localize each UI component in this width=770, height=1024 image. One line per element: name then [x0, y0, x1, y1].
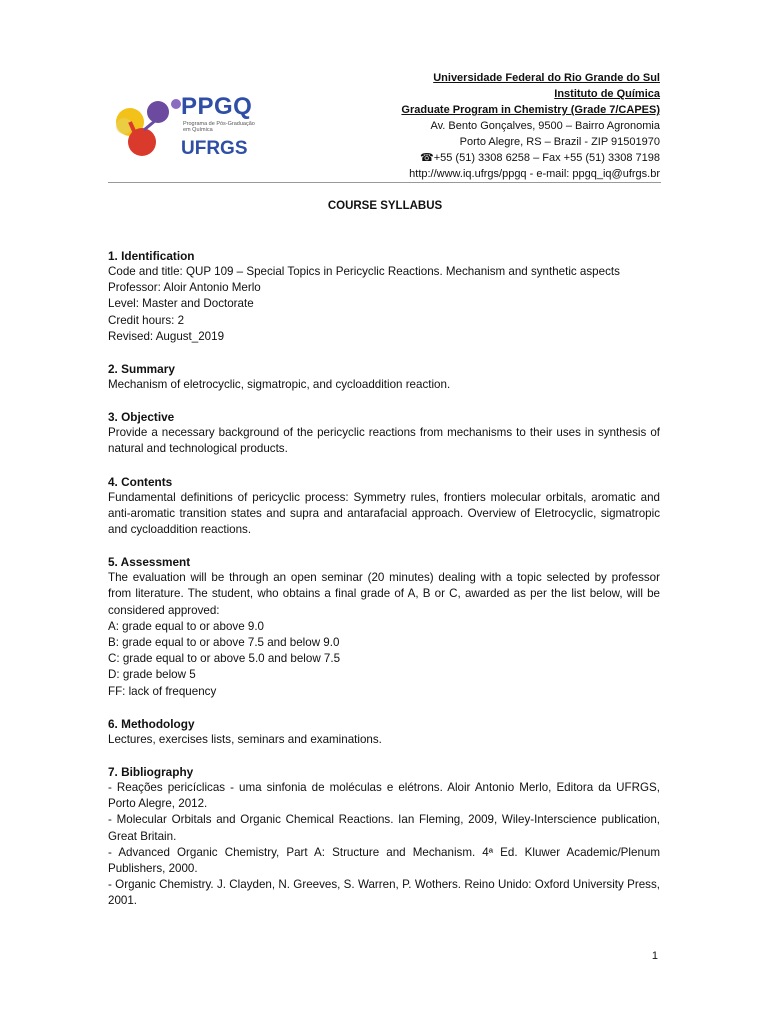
logo-university: UFRGS	[181, 138, 248, 159]
section-bibliography	[108, 764, 660, 910]
section-contents	[108, 474, 660, 539]
web-line: http://www.iq.ufrgs/ppgq - e-mail: ppgq_iq@ufrgs.br	[409, 168, 660, 180]
grade-item: D: grade below 5	[108, 668, 196, 682]
section-identification	[108, 248, 660, 345]
document-title: COURSE SYLLABUS	[327, 200, 443, 212]
section-assessment	[108, 554, 660, 700]
section-heading: 1. Identification	[108, 249, 195, 263]
header-divider	[108, 182, 661, 183]
code-and-title: Code and title: QUP 109 – Special Topics in Pericyclic Reactions. Mechanism and synthetic aspects	[108, 265, 620, 278]
methodology-text: Lectures, exercises lists, seminars and examinations.	[108, 732, 382, 746]
university-name: Universidade Federal do Rio Grande do Sul	[433, 72, 660, 84]
credit-hours: Credit hours: 2	[108, 313, 185, 327]
phone-text: +55 (51) 3308 6258 – Fax +55 (51) 3308 7198	[433, 152, 660, 164]
section-summary	[108, 361, 660, 393]
telephone-icon: ☎	[420, 152, 434, 164]
grade-item: FF: lack of frequency	[108, 684, 217, 698]
address-line-2: Porto Alegre, RS – Brazil - ZIP 91501970	[459, 136, 660, 148]
level: Level: Master and Doctorate	[108, 297, 254, 311]
section-heading: 3. Objective	[108, 410, 175, 425]
bibliography-item: - Organic Chemistry. J. Clayden, N. Greeves, S. Warren, P. Wothers. Reino Unido: Oxford University Press, 2001.	[108, 878, 660, 908]
program-name: Graduate Program in Chemistry (Grade 7/CAPES)	[401, 104, 660, 116]
institute-name: Instituto de Química	[554, 88, 660, 100]
section-heading: 2. Summary	[108, 362, 175, 377]
grade-item: C: grade equal to or above 5.0 and below 7.5	[108, 652, 341, 666]
bibliography-item: - Molecular Orbitals and Organic Chemical Reactions. Ian Fleming, 2009, Wiley-Interscience publication, Great Britain.	[108, 813, 660, 843]
summary-text: Mechanism of eletrocyclic, sigmatropic, and cycloaddition reaction.	[108, 378, 451, 392]
contents-text: Fundamental definitions of pericyclic process: Symmetry rules, frontiers molecular orbitals, aromatic and anti-aromatic transition states and supra and antarafacial approach. Overview of Eletrocyclic, sigmatropic and cycloaddition reactions.	[108, 490, 660, 537]
section-objective	[108, 409, 660, 457]
address-line-1: Av. Bento Gonçalves, 9500 – Bairro Agronomia	[430, 120, 660, 132]
institution-block	[401, 70, 660, 182]
bibliography-item: - Advanced Organic Chemistry, Part A: Structure and Mechanism. 4ª Ed. Kluwer Academic/Plenum Publishers, 2000.	[108, 845, 660, 876]
grade-item: B: grade equal to or above 7.5 and below 9.0	[108, 636, 340, 650]
professor: Professor: Aloir Antonio Merlo	[108, 281, 261, 295]
revised: Revised: August_2019	[108, 329, 225, 343]
page-number: 1	[651, 950, 658, 962]
objective-text: Provide a necessary background of the pericyclic reactions from mechanisms to their uses in synthesis of natural and technological products.	[108, 426, 660, 456]
logo-subtitle: Programa de Pós-Graduação em Química	[183, 121, 255, 133]
assessment-text: The evaluation will be through an open seminar (20 minutes) dealing with a topic selected by professor from literature. The student, who obtains a final grade of A, B or C, awarded as per the list below, will be considered approved:	[108, 571, 660, 617]
section-heading: 7. Bibliography	[108, 765, 194, 780]
section-methodology	[108, 716, 660, 748]
phone-line	[401, 150, 660, 166]
grade-item: A: grade equal to or above 9.0	[108, 619, 264, 633]
bibliography-item: - Reações pericíclicas - uma sinfonia de moléculas e elétrons. Aloir Antonio Merlo, Editora da UFRGS, Porto Alegre, 2012.	[108, 781, 660, 811]
section-heading: 6. Methodology	[108, 716, 195, 731]
section-heading: 5. Assessment	[108, 555, 191, 570]
section-heading: 4. Contents	[108, 474, 173, 489]
logo-acronym: PPGQ	[181, 93, 253, 120]
syllabus-body	[108, 248, 660, 926]
